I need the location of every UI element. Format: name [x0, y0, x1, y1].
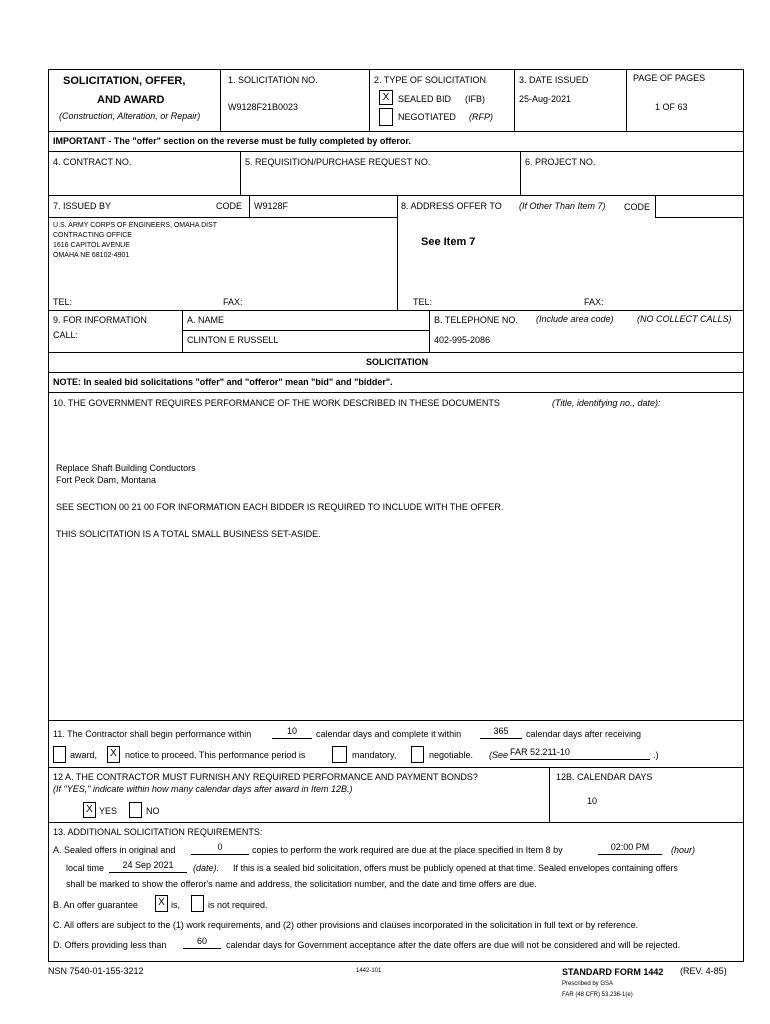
- bonds-yes-label: YES: [99, 806, 118, 816]
- address-offer-to-code-label: CODE: [624, 202, 651, 212]
- solicitation-type-label: 2. TYPE OF SOLICITATION: [374, 75, 487, 85]
- info-phone-value: 402-995-2086: [434, 335, 491, 345]
- item13-label: 13. ADDITIONAL SOLICITATION REQUIREMENTS:: [53, 827, 263, 837]
- issued-by-code: W9128F: [254, 201, 289, 211]
- guarantee-not-label: is not required.: [208, 900, 268, 910]
- bonds-no-label: NO: [146, 806, 160, 816]
- far-reference-field[interactable]: FAR 52.211-10: [510, 747, 650, 760]
- info-no-collect-note: (NO COLLECT CALLS): [637, 314, 732, 324]
- small-business-setaside: THIS SOLICITATION IS A TOTAL SMALL BUSINESS SET-ASIDE.: [56, 529, 321, 539]
- contract-no-label: 4. CONTRACT NO.: [53, 157, 132, 167]
- item13b-text1: B. An offer guarantee: [53, 900, 138, 910]
- project-title-line2: Fort Peck Dam, Montana: [56, 475, 157, 485]
- date-label: (date).: [193, 863, 220, 873]
- form-code: 1442-101: [356, 968, 382, 974]
- item13a-text2: copies to perform the work required are due at the place specified in Item 8 by: [252, 845, 563, 855]
- section-info-note: SEE SECTION 00 21 00 FOR INFORMATION EACH BIDDER IS REQUIRED TO INCLUDE WITH THE OFFER.: [56, 502, 504, 512]
- prescribed-by: Prescribed by GSA: [562, 981, 614, 987]
- begin-days-field[interactable]: 10: [272, 726, 312, 739]
- guarantee-not-checkbox[interactable]: [191, 895, 204, 912]
- page-of-pages-label: PAGE OF PAGES: [633, 73, 706, 83]
- item10-qualifier: (Title, identifying no., date):: [552, 398, 661, 408]
- info-phone-label: B. TELEPHONE NO.: [434, 315, 518, 325]
- bonds-no-checkbox[interactable]: [129, 802, 142, 818]
- item10-label: 10. THE GOVERNMENT REQUIRES PERFORMANCE OF THE WORK DESCRIBED IN THESE DOCUMENTS: [53, 398, 500, 408]
- issued-by-code-label: CODE: [216, 201, 243, 211]
- issued-by-address-line4: OMAHA NE 68102-4901: [53, 252, 130, 259]
- hour-label: (hour): [671, 845, 696, 855]
- issued-by-label: 7. ISSUED BY: [53, 201, 112, 211]
- address-offer-to-label: 8. ADDRESS OFFER TO: [401, 201, 502, 211]
- project-title-line1: Replace Shaft Building Conductors: [56, 463, 196, 473]
- info-area-code-note: (Include area code): [536, 314, 614, 324]
- local-time-label: local time: [66, 863, 105, 873]
- requisition-no-label: 5. REQUISITION/PURCHASE REQUEST NO.: [245, 157, 431, 167]
- item13d-text1: D. Offers providing less than: [53, 940, 167, 950]
- issued-by-address-line1: U.S. ARMY CORPS OF ENGINEERS, OMAHA DIST: [53, 222, 218, 229]
- date-issued-label: 3. DATE ISSUED: [519, 75, 589, 85]
- item12a-sub: (If "YES," indicate within how many calendar days after award in Item 12B.): [53, 784, 353, 794]
- guarantee-is-checkbox[interactable]: X: [155, 895, 168, 912]
- info-name-label: A. NAME: [187, 315, 225, 325]
- see-label: (See: [489, 750, 509, 760]
- standard-form-number: STANDARD FORM 1442: [562, 967, 664, 977]
- mandatory-label: mandatory,: [352, 750, 397, 760]
- form-title-line2: AND AWARD: [97, 94, 165, 106]
- address-offer-to-value: See Item 7: [421, 236, 476, 248]
- due-date-field[interactable]: 24 Sep 2021: [109, 860, 187, 873]
- ntp-label: notice to proceed. This performance period is: [125, 750, 306, 760]
- item13c-text: C. All offers are subject to the (1) work requirements, and (2) other provisions and clauses incorporated in the solicitation in full text or by reference.: [53, 920, 639, 930]
- acceptance-days-field[interactable]: 60: [183, 936, 221, 949]
- sealed-bid-checkbox[interactable]: X: [379, 90, 393, 105]
- see-close: .): [653, 750, 659, 760]
- negotiated-checkbox[interactable]: [379, 108, 393, 126]
- form-revision: (REV. 4-85): [680, 966, 727, 976]
- negotiated-abbr: (RFP): [469, 112, 493, 122]
- solicitation-section-header: SOLICITATION: [366, 357, 429, 367]
- item11-text-a: 11. The Contractor shall begin performance within: [53, 729, 252, 739]
- item12a-label: 12 A. THE CONTRACTOR MUST FURNISH ANY REQUIRED PERFORMANCE AND PAYMENT BONDS?: [53, 772, 478, 782]
- mandatory-checkbox[interactable]: [332, 746, 347, 763]
- issued-by-fax-label: FAX:: [223, 297, 243, 307]
- item11-text-b: calendar days and complete it within: [316, 729, 462, 739]
- sealed-bid-note: NOTE: In sealed bid solicitations "offer" and "offeror" mean "bid" and "bidder".: [53, 377, 393, 387]
- important-note: IMPORTANT - The "offer" section on the reverse must be fully completed by offeror.: [53, 136, 411, 146]
- project-no-label: 6. PROJECT NO.: [525, 157, 596, 167]
- sealed-bid-abbr: (IFB): [465, 94, 485, 104]
- negotiable-label: negotiable.: [429, 750, 474, 760]
- info-call-label-line2: CALL:: [53, 330, 79, 340]
- award-checkbox[interactable]: [53, 746, 66, 763]
- solicitation-no-value: W9128F21B0023: [228, 102, 299, 112]
- guarantee-is-label: is,: [171, 900, 180, 910]
- address-offer-to-fax-label: FAX:: [584, 297, 604, 307]
- bonds-yes-checkbox[interactable]: X: [83, 802, 96, 818]
- form-title-sub: (Construction, Alteration, or Repair): [59, 111, 201, 121]
- item13a-text3: If this is a sealed bid solicitation, offers must be publicly opened at that time. Sealed envelopes containing offers: [233, 863, 678, 873]
- address-offer-to-tel-label: TEL:: [413, 297, 433, 307]
- item13a-text1: A. Sealed offers in original and: [53, 845, 176, 855]
- sealed-bid-label: SEALED BID: [398, 94, 452, 104]
- issued-by-tel-label: TEL:: [53, 297, 73, 307]
- nsn-number: NSN 7540-01-155-3212: [48, 966, 144, 976]
- item12b-label: 12B. CALENDAR DAYS: [556, 772, 653, 782]
- item13d-text2: calendar days for Government acceptance after the date offers are due will not be considered and will be rejected.: [226, 940, 681, 950]
- item13a-text4: shall be marked to show the offeror's name and address, the solicitation number, and the date and time offers are due.: [66, 879, 537, 889]
- date-issued-value: 25-Aug-2021: [519, 94, 572, 104]
- item12b-value: 10: [587, 796, 598, 806]
- negotiated-label: NEGOTIATED: [398, 112, 456, 122]
- ntp-checkbox[interactable]: X: [107, 746, 120, 763]
- complete-days-field[interactable]: 365: [480, 726, 522, 739]
- address-offer-to-qualifier: (If Other Than Item 7): [519, 201, 606, 211]
- item11-text-c: calendar days after receiving: [526, 729, 642, 739]
- negotiable-checkbox[interactable]: [411, 746, 424, 763]
- issued-by-address-line3: 1616 CAPITOL AVENUE: [53, 242, 130, 249]
- form-title-line1: SOLICITATION, OFFER,: [63, 75, 186, 87]
- far-citation: FAR (48 CFR) 53.236-1(e): [562, 992, 633, 998]
- copies-field[interactable]: 0: [191, 842, 249, 855]
- due-time-field[interactable]: 02:00 PM: [598, 842, 662, 855]
- issued-by-address-line2: CONTRACTING OFFICE: [53, 232, 132, 239]
- info-call-label-line1: 9. FOR INFORMATION: [53, 315, 147, 325]
- info-name-value: CLINTON E RUSSELL: [187, 335, 279, 345]
- sf1442-form: [48, 69, 744, 962]
- page-of-pages-value: 1 OF 63: [655, 102, 688, 112]
- solicitation-no-label: 1. SOLICITATION NO.: [228, 75, 318, 85]
- award-label: award,: [70, 750, 98, 760]
